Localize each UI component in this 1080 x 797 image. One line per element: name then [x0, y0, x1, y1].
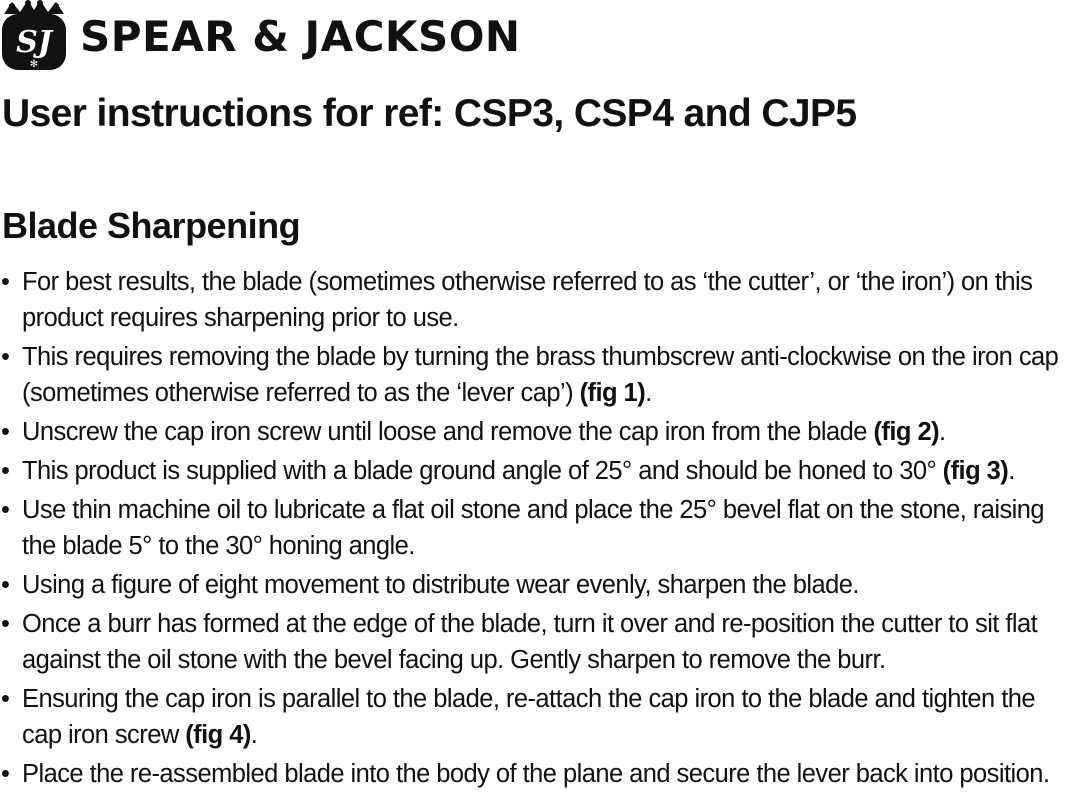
item-text: Place the re-assembled blade into the body of the plane and secure the lever back into position. [22, 760, 1050, 788]
bullet-icon: • [1, 571, 10, 599]
item-text: This product is supplied with a blade ground angle of 25° and should be honed to 30° [22, 457, 943, 485]
list-item [0, 492, 1078, 564]
bullet-icon: • [1, 418, 10, 446]
list-item [0, 339, 1078, 411]
document-title: User instructions for ref: CSP3, CSP4 and CJP5 [2, 92, 857, 135]
item-text: Once a burr has formed at the edge of the blade, turn it over and re-position the cutter to sit flat against the oil stone with the bevel facing up. Gently sharpen to remove the burr. [22, 610, 1038, 674]
svg-text:✻: ✻ [29, 59, 39, 70]
figure-reference: (fig 3) [942, 457, 1009, 485]
item-end: . [939, 418, 946, 446]
item-text: This requires removing the blade by turning the brass thumbscrew anti-clockwise on the iron cap (sometimes otherwise referred to as the ‘lever cap’) [22, 343, 1059, 407]
bullet-icon: • [1, 685, 10, 713]
item-text: Ensuring the cap iron is parallel to the blade, re-attach the cap iron to the blade and tighten the cap iron screw [22, 685, 1036, 749]
svg-text:SJ: SJ [16, 25, 52, 60]
figure-reference: (fig 1) [579, 379, 646, 407]
section-title: Blade Sharpening [2, 205, 301, 246]
list-item [0, 681, 1078, 753]
figure-reference: (fig 2) [873, 418, 940, 446]
item-text: For best results, the blade (sometimes otherwise referred to as ‘the cutter’, or ‘the iron’) on this product requires sharpening prior to use. [22, 268, 1033, 332]
item-end: . [1008, 457, 1015, 485]
item-text: Using a figure of eight movement to distribute wear evenly, sharpen the blade. [22, 571, 859, 599]
item-end: . [645, 379, 652, 407]
bullet-icon: • [1, 610, 10, 638]
list-item [0, 414, 1078, 450]
bullet-icon: • [1, 457, 10, 485]
spear-jackson-crown-logo-icon [0, 0, 68, 72]
figure-reference: (fig 4) [185, 721, 251, 749]
bullet-icon: • [1, 760, 10, 788]
list-item [0, 606, 1078, 678]
brand-header [0, 0, 521, 72]
list-item [0, 567, 1078, 603]
list-item [0, 264, 1078, 336]
item-text: Unscrew the cap iron screw until loose and remove the cap iron from the blade [22, 418, 874, 446]
item-text: Use thin machine oil to lubricate a flat oil stone and place the 25° bevel flat on the stone, raising the blade 5° to the 30° honing angle. [22, 496, 1045, 560]
bullet-icon: • [1, 343, 10, 371]
list-item [0, 756, 1078, 792]
bullet-icon: • [1, 496, 10, 524]
list-item [0, 453, 1078, 489]
instruction-list [0, 264, 1078, 795]
brand-name: SPEAR & JACKSON [80, 11, 521, 61]
bullet-icon: • [1, 268, 10, 296]
item-end: . [250, 721, 258, 749]
